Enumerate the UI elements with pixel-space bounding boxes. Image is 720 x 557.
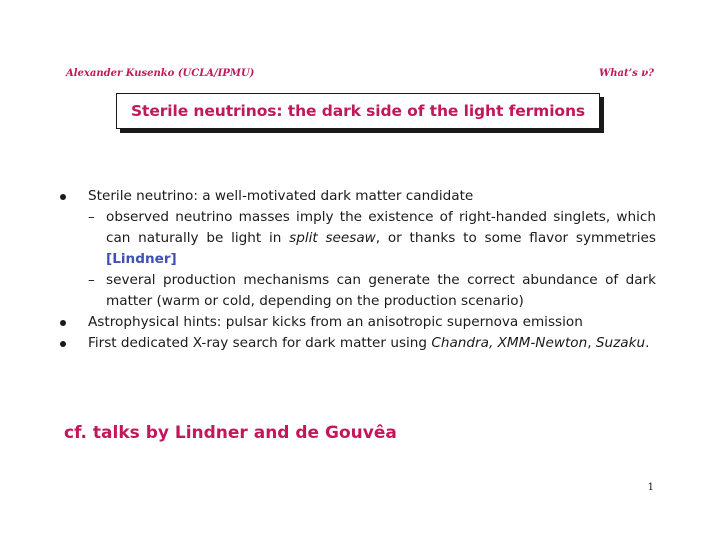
footer-note: cf. talks by Lindner and de Gouvêa [64, 423, 397, 443]
bullet-dot-icon [60, 341, 66, 347]
citation-link[interactable]: [Lindner] [106, 251, 177, 267]
dash-icon: – [88, 272, 95, 288]
header-author: Alexander Kusenko (UCLA/IPMU) [66, 68, 255, 79]
sub-text: several production mechanisms can generate the correct abundance of dark matter (warm or cold, depending on the production scenario) [106, 272, 656, 309]
sub-bullet-item [60, 270, 656, 312]
bullet-dot-icon [60, 320, 66, 326]
bullet-item [60, 333, 656, 354]
bullet-text: Sterile neutrino: a well-motivated dark matter candidate [88, 188, 474, 204]
dash-icon: – [88, 209, 95, 225]
bullet-end: . [645, 335, 650, 351]
bullet-item [60, 312, 656, 333]
bullet-italic-1: Chandra, XMM-Newton [431, 335, 588, 351]
sub-text-italic: split seesaw [289, 230, 376, 246]
slide-content [60, 186, 656, 354]
sub-text-b: , or thanks to some flavor symmetries [375, 230, 656, 246]
bullet-text-a: First dedicated X-ray search for dark matter using [88, 335, 432, 351]
bullet-sep: , [587, 335, 596, 351]
bullet-dot-icon [60, 194, 66, 200]
header-short-title: What’s ν? [599, 68, 654, 79]
title-box [116, 93, 600, 129]
slide-header [66, 68, 654, 84]
bullet-text: Astrophysical hints: pulsar kicks from an anisotropic supernova emission [88, 314, 583, 330]
bullet-item [60, 186, 656, 207]
page-number: 1 [647, 482, 654, 493]
sub-text-a: observed neutrino masses imply the existence of right-handed singlets, which can naturally be light in [106, 209, 656, 246]
bullet-italic-2: Suzaku [595, 335, 646, 351]
sub-bullet-item [60, 207, 656, 270]
slide-title: Sterile neutrinos: the dark side of the light fermions [130, 102, 586, 120]
